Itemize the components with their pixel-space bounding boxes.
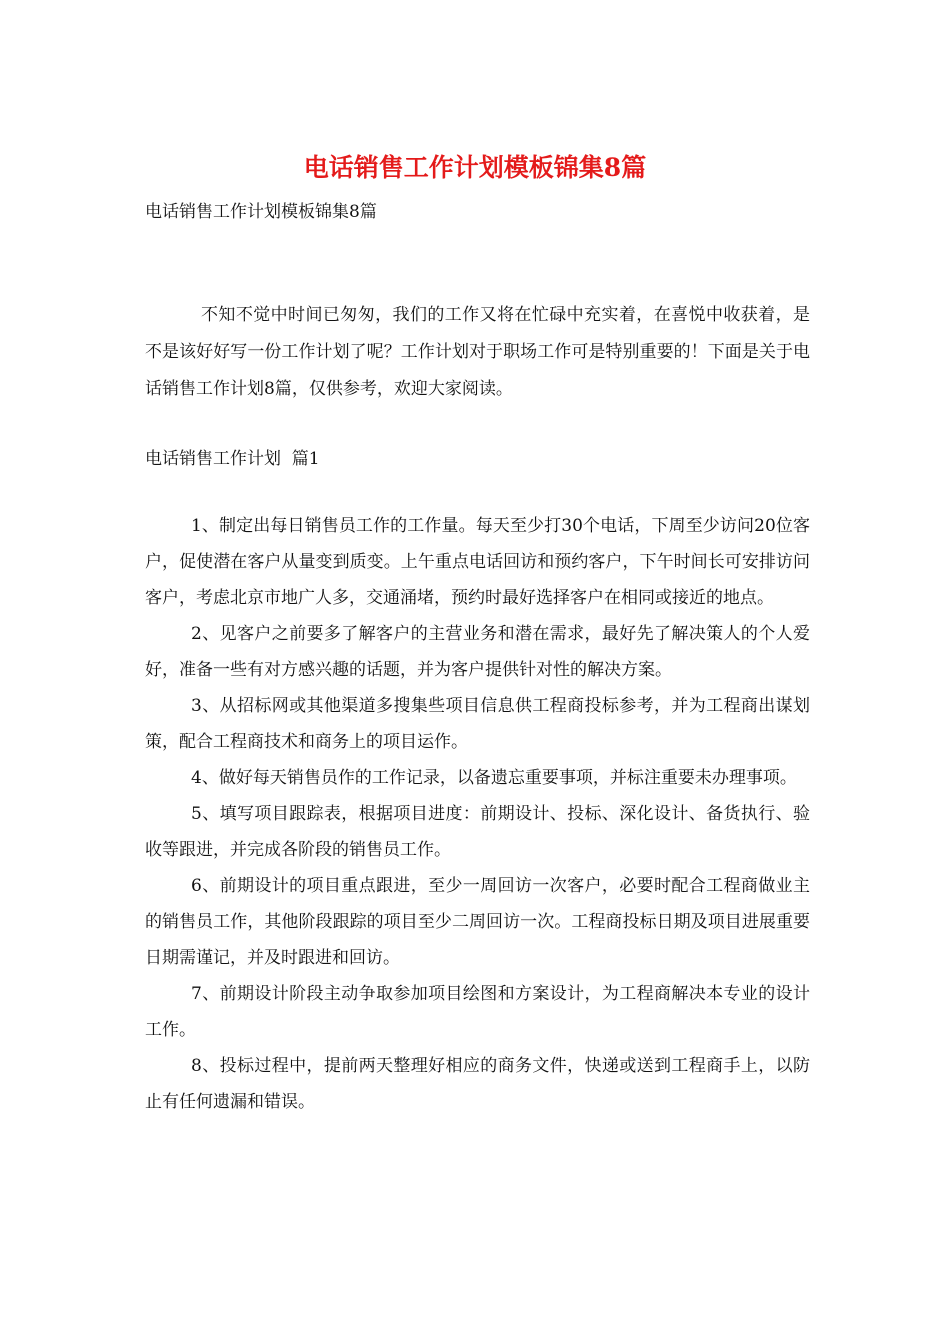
plan-item: 5、填写项目跟踪表，根据项目进度：前期设计、投标、深化设计、备货执行、验收等跟进，并完成各阶段的销售员工作。 [145,804,810,860]
plan-item: 3、从招标网或其他渠道多搜集些项目信息供工程商投标参考，并为工程商出谋划策，配合工程商技术和商务上的项目运作。 [145,696,810,752]
document-subtitle: 电话销售工作计划模板锦集8篇 [145,202,377,222]
document-title: 电话销售工作计划模板锦集8篇 [303,153,647,182]
plan-item: 1、制定出每日销售员工作的工作量。每天至少打30个电话，下周至少访问20位客户，促使潜在客户从量变到质变。上午重点电话回访和预约客户，下午时间长可安排访问客户，考虑北京市地广人多，交通涌堵，预约时最好选择客户在相同或接近的地点。 [145,516,810,608]
plan-item: 7、前期设计阶段主动争取参加项目绘图和方案设计，为工程商解决本专业的设计工作。 [145,984,810,1040]
plan-item: 4、做好每天销售员作的工作记录，以备遗忘重要事项，并标注重要未办理事项。 [191,768,797,788]
plan-item: 6、前期设计的项目重点跟进，至少一周回访一次客户，必要时配合工程商做业主的销售员工作，其他阶段跟踪的项目至少二周回访一次。工程商投标日期及项目进展重要日期需谨记，并及时跟进和回访。 [145,876,810,968]
plan-items-list [145,508,810,1120]
intro-paragraph: 不知不觉中时间已匆匆，我们的工作又将在忙碌中充实着，在喜悦中收获着，是不是该好好写一份工作计划了呢？工作计划对于职场工作可是特别重要的！下面是关于电话销售工作计划8篇，仅供参考，欢迎大家阅读。 [145,305,810,399]
section-heading: 电话销售工作计划 篇1 [145,449,320,469]
plan-item: 2、见客户之前要多了解客户的主营业务和潜在需求，最好先了解决策人的个人爱好，准备一些有对方感兴趣的话题，并为客户提供针对性的解决方案。 [145,624,810,680]
plan-item: 8、投标过程中，提前两天整理好相应的商务文件，快递或送到工程商手上，以防止有任何遗漏和错误。 [145,1056,810,1112]
